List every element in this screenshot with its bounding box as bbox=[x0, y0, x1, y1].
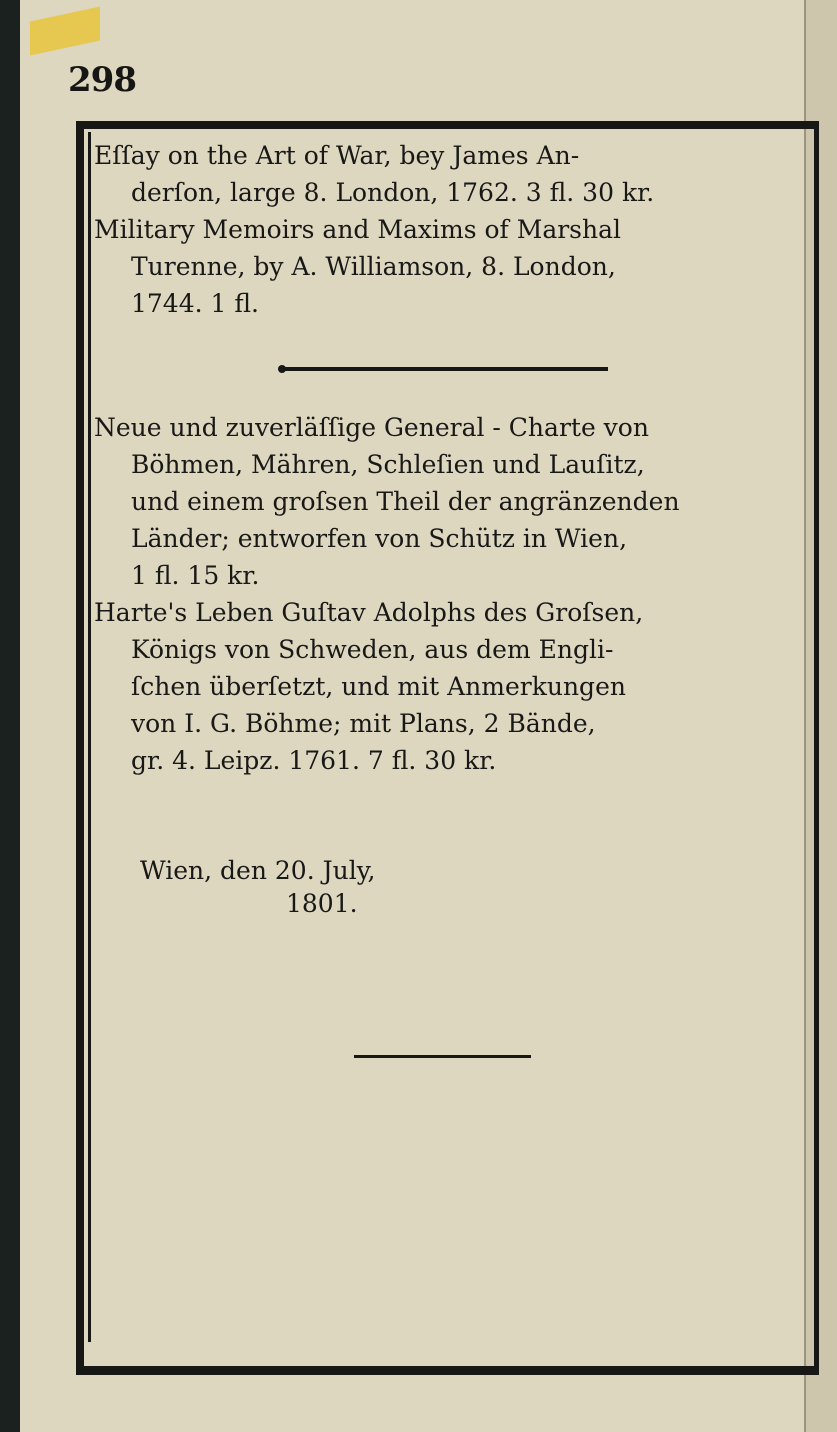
page-number: 298 bbox=[68, 60, 136, 100]
entry-line: Länder; entworfen von Schütz in Wien, bbox=[131, 524, 628, 553]
section-divider bbox=[282, 367, 608, 371]
entry-line: gr. 4. Leipz. 1761. 7 fl. 30 kr. bbox=[131, 746, 497, 775]
entry-line: derſon, large 8. London, 1762. 3 fl. 30 kr. bbox=[131, 178, 655, 207]
entry-block-2 bbox=[94, 409, 814, 779]
entry-block-1 bbox=[94, 137, 814, 322]
entry-line: Military Memoirs and Maxims of Marshal bbox=[94, 215, 622, 244]
entry-line: Königs von Schweden, aus dem Engli- bbox=[131, 635, 614, 664]
entry-line: Eſſay on the Art of War, bey James An- bbox=[94, 141, 580, 170]
entry-line: 1 fl. 15 kr. bbox=[131, 561, 260, 590]
closing-divider bbox=[354, 1055, 531, 1058]
entry-line: Harte's Leben Guſtav Adolphs des Groſsen, bbox=[94, 598, 644, 627]
entry-line: Neue und zuverläſſige General - Charte von bbox=[94, 413, 649, 442]
closing-year: 1801. bbox=[286, 889, 358, 918]
closing-place-date: Wien, den 20. July, bbox=[140, 856, 376, 885]
entry-line: Turenne, by A. Williamson, 8. London, bbox=[131, 252, 616, 281]
entry-line: ſchen überſetzt, und mit Anmerkungen bbox=[131, 672, 626, 701]
entry-line: von I. G. Böhme; mit Plans, 2 Bände, bbox=[131, 709, 596, 738]
entry-line: und einem groſsen Theil der angränzenden bbox=[131, 487, 680, 516]
entry-line: Böhmen, Mähren, Schleſien und Lauſitz, bbox=[131, 450, 645, 479]
entry-line: 1744. 1 fl. bbox=[131, 289, 259, 318]
